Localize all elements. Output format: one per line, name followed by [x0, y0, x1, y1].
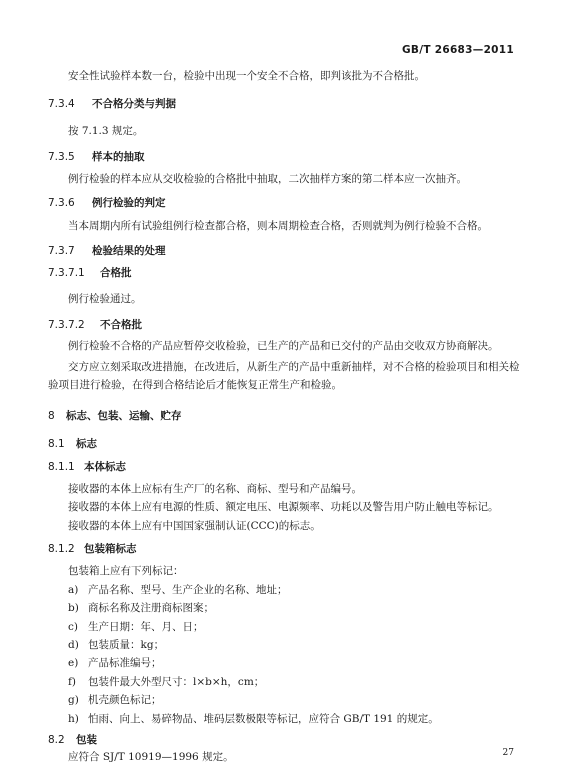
section-number: 7.3.7	[48, 245, 75, 257]
list-letter: a)	[68, 584, 79, 596]
paragraph-7-3-7-2-b-line2: 验项目进行检验，在得到合格结论后才能恢复正常生产和检验。	[48, 379, 342, 391]
paragraph-8-1-1-b: 接收器的本体上应有电源的性质、额定电压、电源频率、功耗以及警告用户防止触电等标记。	[68, 501, 499, 513]
list-text: 产品标准编号；	[88, 657, 162, 669]
heading-7-3-5	[48, 150, 145, 164]
heading-7-3-7	[48, 244, 166, 258]
section-title: 检验结果的处理	[92, 245, 166, 257]
heading-8-2	[48, 733, 97, 747]
section-number: 8.1.1	[48, 461, 75, 473]
list-text: 生产日期：年、月、日；	[88, 621, 204, 633]
heading-8-1-1	[48, 460, 126, 474]
section-title: 例行检验的判定	[92, 197, 166, 209]
section-number: 7.3.7.1	[48, 267, 85, 279]
paragraph-7-3-5: 例行检验的样本应从交收检验的合格批中抽取，二次抽样方案的第二样本应一次抽齐。	[68, 173, 467, 185]
heading-7-3-6	[48, 196, 166, 210]
list-letter: b)	[68, 602, 79, 614]
list-text: 机壳颜色标记；	[88, 694, 162, 706]
list-text: 包装质量：kg；	[88, 639, 165, 651]
section-title: 不合格批	[100, 319, 142, 331]
section-title: 样本的抽取	[92, 151, 145, 163]
list-letter: g)	[68, 694, 79, 706]
paragraph-8-1-1-a: 接收器的本体上应标有生产厂的名称、商标、型号和产品编号。	[68, 483, 362, 495]
list-letter: d)	[68, 639, 79, 651]
list-text: 怕雨、向上、易碎物品、堆码层数极限等标记，应符合 GB/T 191 的规定。	[88, 713, 439, 725]
section-number: 8.1	[48, 438, 65, 450]
heading-7-3-7-2	[48, 318, 142, 332]
section-title: 本体标志	[84, 461, 126, 473]
section-title: 合格批	[100, 267, 132, 279]
paragraph-8-1-1-c: 接收器的本体上应有中国国家强制认证(CCC)的标志。	[68, 520, 321, 532]
list-letter: f)	[68, 676, 76, 688]
standard-code-header: GB/T 26683—2011	[401, 44, 514, 56]
list-letter: e)	[68, 657, 79, 669]
section-title: 标志、包装、运输、贮存	[66, 410, 182, 422]
list-item	[68, 620, 204, 634]
list-item	[68, 656, 162, 670]
list-item	[68, 601, 214, 615]
paragraph-safety-test: 安全性试验样本数一台，检验中出现一个安全不合格，即判该批为不合格批。	[68, 70, 425, 82]
paragraph-7-3-7-1: 例行检验通过。	[68, 293, 142, 305]
section-number: 7.3.5	[48, 151, 75, 163]
paragraph-7-3-7-2-a: 例行检验不合格的产品应暂停交收检验，已生产的产品和已交付的产品由交收双方协商解决。	[68, 340, 499, 352]
list-letter: h)	[68, 713, 79, 725]
paragraph-7-3-6: 当本周期内所有试验组例行检查都合格，则本周期检查合格，否则就判为例行检验不合格。	[68, 220, 488, 232]
heading-8	[48, 409, 182, 423]
list-item	[68, 638, 164, 652]
section-number: 7.3.6	[48, 197, 75, 209]
section-number: 7.3.4	[48, 98, 75, 110]
section-title: 包装	[76, 734, 97, 746]
section-title: 不合格分类与判据	[92, 98, 176, 110]
list-text: 商标名称及注册商标图案；	[88, 602, 214, 614]
paragraph-7-3-7-2-b-line1: 交方应立刻采取改进措施，在改进后，从新生产的产品中重新抽样，对不合格的检验项目和相关检	[68, 361, 520, 373]
paragraph-8-1-2-intro: 包装箱上应有下列标记：	[68, 565, 184, 577]
heading-7-3-4	[48, 97, 176, 111]
heading-7-3-7-1	[48, 266, 132, 280]
list-item	[68, 583, 288, 597]
page-number: 27	[502, 748, 514, 758]
list-item	[68, 712, 439, 726]
list-item	[68, 675, 264, 689]
list-text: 包装件最大外型尺寸：l×b×h，cm；	[88, 676, 265, 688]
paragraph-7-3-4: 按 7.1.3 规定。	[68, 125, 144, 137]
heading-8-1-2	[48, 542, 137, 556]
list-letter: c)	[68, 621, 78, 633]
list-item	[68, 693, 162, 707]
section-title: 标志	[76, 438, 97, 450]
section-number: 7.3.7.2	[48, 319, 85, 331]
paragraph-8-2: 应符合 SJ/T 10919—1996 规定。	[68, 751, 234, 763]
section-number: 8.2	[48, 734, 65, 746]
section-title: 包装箱标志	[84, 543, 137, 555]
section-number: 8.1.2	[48, 543, 75, 555]
section-number: 8	[48, 410, 55, 422]
heading-8-1	[48, 437, 97, 451]
list-text: 产品名称、型号、生产企业的名称、地址；	[88, 584, 288, 596]
